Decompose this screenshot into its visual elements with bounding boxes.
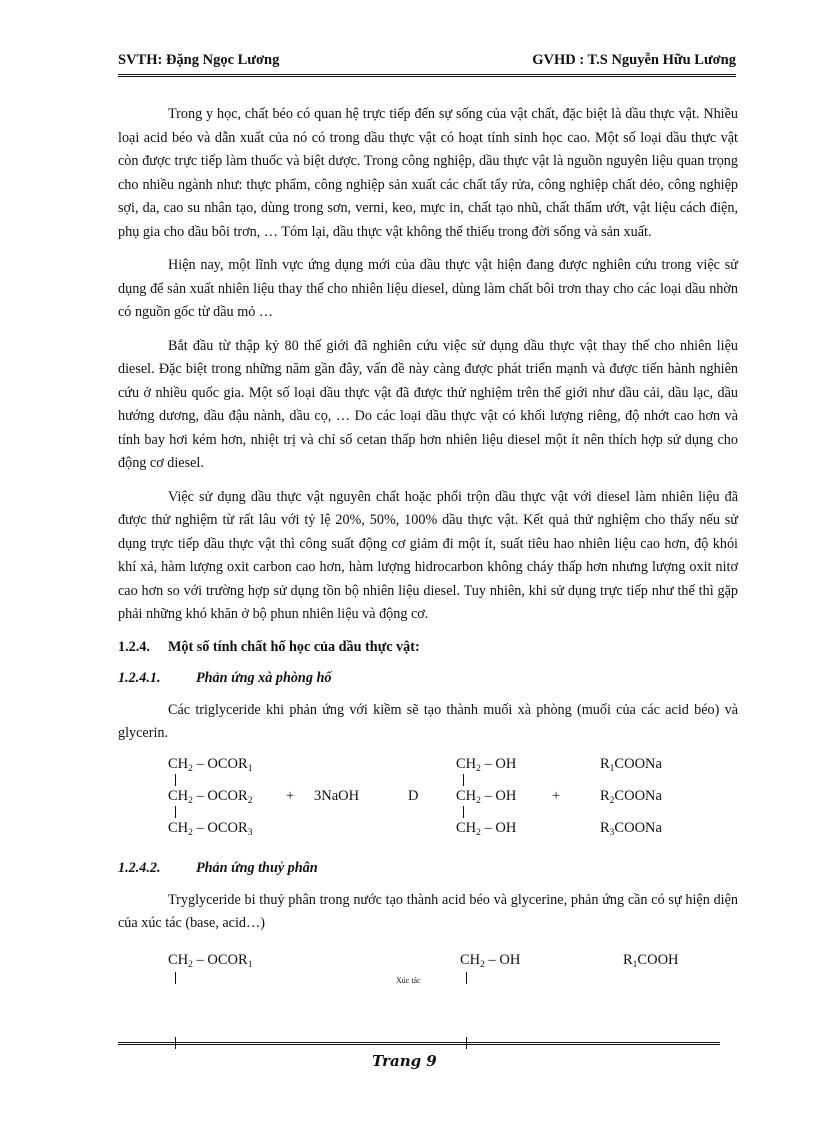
subsection-title: Phản ứng thuỷ phân [196,859,318,876]
advisor-name: GVHD : T.S Nguyễn Hữu Lương [532,52,736,68]
soap-1: $R_1COONa$ [600,755,662,774]
section-title: Một số tính chất hố học của dầu thực vật: [168,638,420,655]
reactant-row-1: $CH_2$ – $OCOR_1$ [168,755,253,774]
product-row-2: $CH_2$ – OH [456,787,517,806]
paragraph: Trong y học, chất béo có quan hệ trực tiếp đến sự sống của vật chất, đặc biệt là dầu thực vật. Nhiều loại acid béo và dẫn xuất của nó có trong dầu thực vật có hoạt tính sinh học cao. Một số loại dầu thực vật còn được trực tiếp làm thuốc và biệt dược. Trong công nghiệp, dầu thực vật là nguồn nguyên liệu quan trọng cho nhiều ngành như: thực phẩm, công nghiệp sản xuất các chất tẩy rửa, công nghiệp chất dẻo, công nghiệp sợi, da, cao su nhân tạo, dùng trong sơn, verni, keo, mực in, chất tạo nhũ, chất thấm ướt, vật liệu cách điện, phụ gia cho dầu bôi trơn, … Tóm lại, dầu thực vật không thể thiếu trong đời sống và sản xuất. [118,106,738,240]
hydrolysis-equation [118,946,738,992]
subsection-heading [118,858,738,878]
paragraph: Bắt đầu từ thập kỷ 80 thế giới đã nghiên cứu việc sử dụng dầu thực vật thay thế cho nhiên liệu diesel. Đặc biệt trong những năm gần đây, vấn đề này càng được phát triển mạnh và được tiến hành nghiên cứu ở nhiều quốc gia. Một số loại dầu thực vật đã được thử nghiệm trên thế giới như dầu cải, dầu lạc, dầu hướng dương, dầu đậu nành, dầu cọ, … Do các loại dầu thực vật có khối lượng riêng, độ nhớt cao hơn và tính bay hơi kém hơn, nhiệt trị và chỉ số cetan thấp hơn nhiên liệu diesel một ít nên thích hợp sử dụng cho động cơ diesel. [118,337,738,471]
reagent: 3NaOH [314,787,360,804]
subsection-number: 1.2.4.1. [118,669,161,686]
product-row-3: $CH_2$ – OH [456,819,517,838]
reaction-arrow: D [408,787,419,804]
catalyst-label: Xúc tác [396,975,421,985]
plus-sign: + [552,787,561,804]
product-row-1: $CH_2$ – OH [460,951,521,970]
page-number: Trang 9 [372,1052,437,1070]
bond-line [463,806,464,818]
section-number: 1.2.4. [118,638,150,655]
acid-1: $R_1COOH$ [623,951,679,970]
bond-line [175,806,176,818]
subsection-number: 1.2.4.2. [118,859,161,876]
subsection-title: Phản ứng xà phòng hố [196,669,332,686]
soap-2: $R_2COONa$ [600,787,662,806]
paragraph: Các triglyceride khi phản ứng với kiềm sẽ tạo thành muối xà phòng (muối của các acid béo) và glycerin. [118,701,738,741]
bond-line [466,972,467,984]
bond-line [175,1037,176,1049]
saponification-equation [118,756,738,852]
subsection-heading [118,668,738,688]
paragraph: Hiện nay, một lĩnh vực ứng dụng mới của dầu thực vật hiện đang được nghiên cứu trong việc sử dụng để sản xuất nhiên liệu thay thế cho nhiên liệu diesel, dùng làm chất bôi trơn thay cho các loại dầu nhờn có nguồn gốc từ dầu mỏ … [118,257,738,320]
footer-divider [118,1042,720,1045]
product-row-1: $CH_2$ – OH [456,755,517,774]
soap-3: $R_3COONa$ [600,819,662,838]
bond-line [175,972,176,984]
paragraph: Tryglyceride bi thuỷ phân trong nước tạo thành acid béo và glycerine, phản ứng cần có sự hiện diện của xúc tác (base, acid…) [118,891,738,931]
reactant-row-2: $CH_2$ – $OCOR_2$ [168,787,253,806]
bond-line [463,774,464,786]
plus-sign: + [286,787,295,804]
student-name: SVTH: Đặng Ngọc Lương [118,52,280,68]
document-body [118,103,738,992]
bond-line [175,774,176,786]
section-heading [118,637,738,657]
paragraph: Việc sử dụng dầu thực vật nguyên chất hoặc phối trộn dầu thực vật với diesel làm nhiên liệu đã được thử nghiệm từ rất lâu với tỷ lệ 20%, 50%, 100% dầu thực vật. Kết quả thử nghiệm cho thấy nếu sử dụng trực tiếp dầu thực vật thì công suất động cơ giảm đi một ít, suất tiêu hao nhiên liệu cao hơn, độ khói khí xả, hàm lượng oxit carbon cao hơn, hàm lượng hidrocarbon không cháy thấp hơn nhưng lượng oxit nitơ cao hơn so với trường hợp sử dụng tồn bộ nhiên liệu diesel. Tuy nhiên, khi sử dụng trực tiếp như thế thì gặp phải những khó khăn ở bộ phun nhiên liệu và động cơ. [118,488,738,622]
bond-line [466,1037,467,1049]
reactant-row-3: $CH_2$ – $OCOR_3$ [168,819,253,838]
header-divider [118,74,736,77]
reactant-row-1: $CH_2$ – $OCOR_1$ [168,951,253,970]
